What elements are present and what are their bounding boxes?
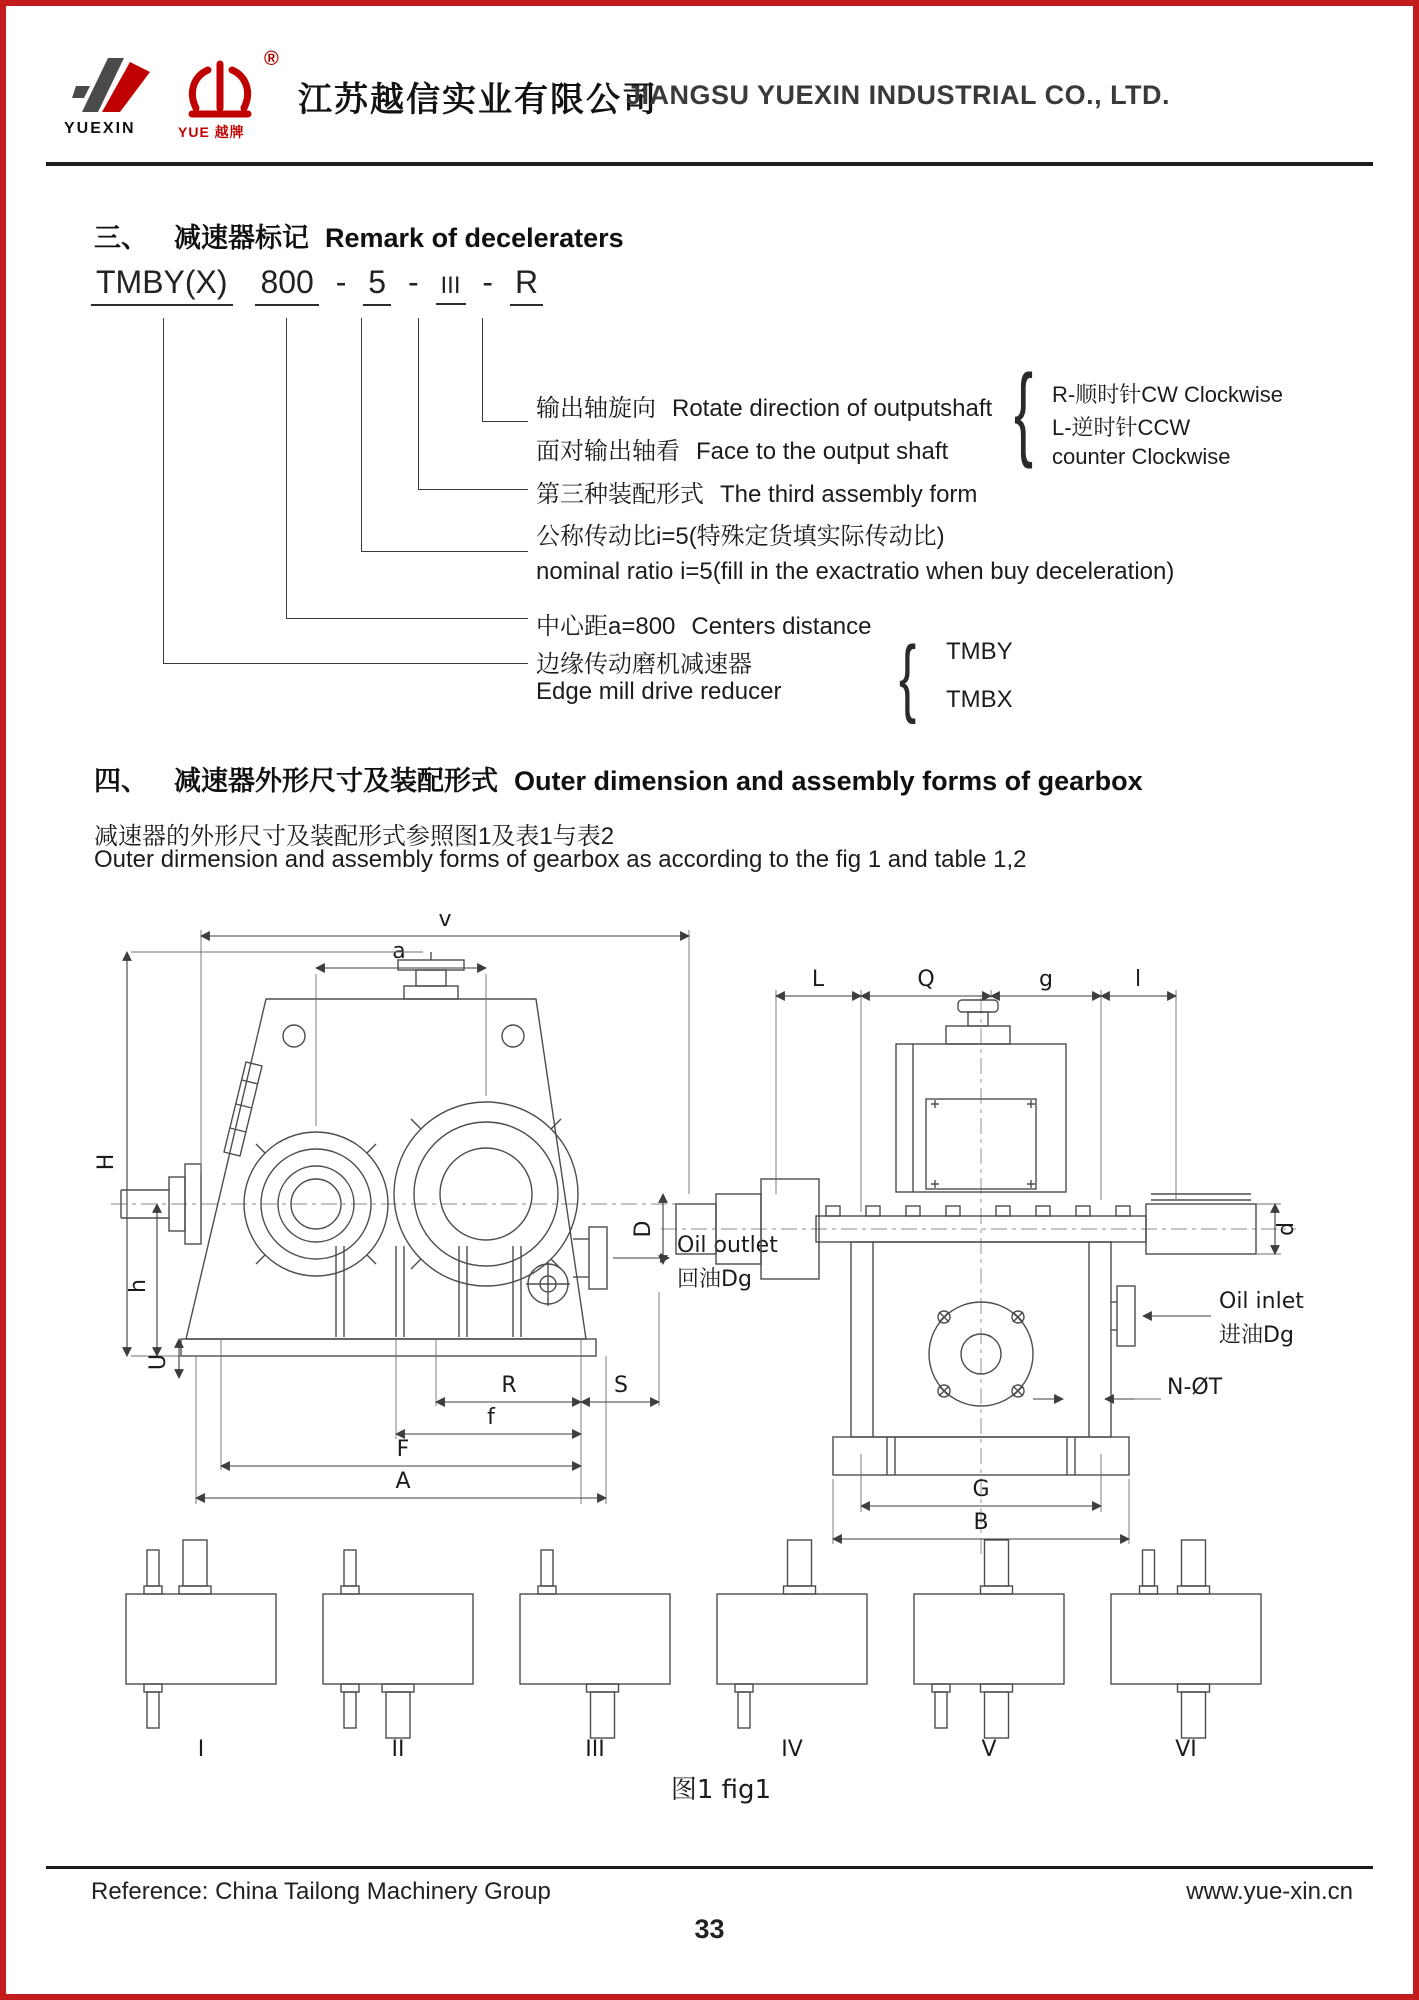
dim-label-B: B [973, 1510, 989, 1535]
section3-number: 三、 [94, 223, 148, 253]
callout-assembly-en: The third assembly form [720, 481, 978, 508]
assembly-form-1 [126, 1540, 276, 1762]
connector-series [163, 318, 164, 663]
assembly-form-label-5: V [981, 1737, 997, 1762]
dim-label-Q: Q [917, 967, 935, 992]
connector-assembly-h [418, 489, 528, 490]
dim-label-h: h [126, 1279, 151, 1293]
oil-inlet-annotation [1143, 1289, 1304, 1348]
rotation-option-ccw: L-逆时针CCW [1052, 415, 1191, 440]
dim-label-f: f [487, 1405, 495, 1430]
callout-assembly [536, 474, 977, 509]
assembly-form-2 [323, 1550, 473, 1762]
connector-assembly [418, 318, 419, 489]
connector-series-h [163, 663, 528, 664]
page-number: 33 [694, 1914, 725, 1944]
dim-label-H: H [94, 1153, 119, 1171]
assembly-form-label-1: I [197, 1737, 205, 1762]
company-name-english: JIANGSU YUEXIN INDUSTRIAL CO., LTD. [626, 80, 1171, 110]
gearbox-side-view [661, 998, 1296, 1554]
dim-label-G: G [972, 1477, 990, 1502]
assembly-forms-row [126, 1540, 1261, 1762]
assembly-form-4 [717, 1540, 867, 1762]
model-separator: - [335, 264, 347, 300]
company-name-chinese: 江苏越信实业有限公司 [298, 81, 658, 119]
assembly-form-5 [914, 1540, 1064, 1762]
section3-title-cn: 减速器标记 [174, 223, 309, 253]
front-view-dimensions [94, 907, 689, 1504]
section3-heading [94, 216, 624, 255]
yue-brand-logo-text: YUE 越牌 [178, 124, 245, 140]
callout-series-en: Edge mill drive reducer [536, 678, 782, 705]
callout-rotation-1-cn: 输出轴旋向 [536, 395, 656, 422]
header-divider [46, 162, 1373, 166]
section4-title-cn: 减速器外形尺寸及装配形式 [174, 766, 498, 796]
assembly-form-label-6: VI [1175, 1737, 1197, 1762]
figure1-drawing [61, 894, 1371, 1814]
yuexin-logo-icon [64, 52, 159, 118]
dim-label-A: A [395, 1469, 411, 1494]
connector-ratio-h [361, 551, 528, 552]
series-option-tmbx: TMBX [946, 686, 1013, 713]
callout-rotation-2-cn: 面对输出轴看 [536, 438, 680, 465]
section4-heading [94, 759, 1143, 798]
dim-label-U: U [146, 1353, 171, 1371]
dim-label-D: D [631, 1220, 656, 1238]
oil-outlet-annotation [613, 1233, 778, 1292]
dim-label-S: S [614, 1373, 628, 1398]
callout-center [536, 606, 872, 641]
connector-center [286, 318, 287, 618]
model-ratio: 5 [363, 264, 391, 306]
dim-label-n-ot: N-ØT [1167, 1375, 1223, 1400]
rotation-option-ccw2: counter Clockwise [1052, 444, 1231, 469]
callout-rotation-2 [536, 431, 948, 466]
dim-label-d: d [1274, 1222, 1299, 1236]
series-options-brace: { [899, 629, 917, 725]
dim-label-v: v [438, 907, 452, 932]
series-option-tmby: TMBY [946, 638, 1013, 665]
bolt-hole-annotation [1033, 1375, 1223, 1400]
registered-trademark-symbol: ® [264, 48, 279, 70]
callout-rotation-1 [536, 388, 992, 423]
section4-note-en: Outer dirmension and assembly forms of gearbox as according to the fig 1 and table 1,2 [94, 846, 1027, 873]
footer-reference: Reference: China Tailong Machinery Group [91, 1878, 551, 1905]
oil-inlet-label-en: Oil inlet [1219, 1289, 1304, 1314]
assembly-form-3 [520, 1550, 670, 1762]
assembly-form-label-2: II [391, 1737, 405, 1762]
dim-label-l: l [1134, 967, 1142, 992]
connector-center-h [286, 618, 528, 619]
callout-center-en: Centers distance [691, 613, 872, 640]
assembly-form-label-3: III [585, 1737, 605, 1762]
model-series: TMBY(X) [91, 264, 233, 306]
dim-label-F: F [396, 1437, 410, 1462]
model-assembly-form: III [436, 272, 466, 305]
callout-ratio-en: nominal ratio i=5(fill in the exactratio when buy deceleration) [536, 558, 1175, 585]
callout-center-cn: 中心距a=800 [536, 613, 676, 640]
dim-label-R: R [501, 1373, 517, 1398]
callout-rotation-1-en: Rotate direction of outputshaft [672, 395, 993, 422]
yuexin-logo-text: YUEXIN [64, 120, 136, 137]
callout-series-cn: 边缘传动磨机减速器 [536, 651, 752, 678]
oil-inlet-label-cn: 进油Dg [1219, 1323, 1294, 1348]
model-separator: - [482, 264, 494, 300]
model-code [91, 264, 543, 306]
rotation-options-brace: { [1014, 354, 1034, 470]
assembly-form-label-4: IV [781, 1737, 803, 1762]
oil-outlet-label-cn: 回油Dg [677, 1267, 752, 1292]
connector-rotation-h [482, 421, 528, 422]
assembly-form-6 [1111, 1540, 1261, 1762]
oil-outlet-label-en: Oil outlet [677, 1233, 778, 1258]
section4-note-cn: 减速器的外形尺寸及装配形式参照图1及表1与表2 [94, 823, 615, 850]
dim-label-g: g [1039, 967, 1053, 992]
yue-brand-logo-icon [178, 58, 262, 120]
footer-divider [46, 1866, 1373, 1869]
section3-title-en: Remark of deceleraters [325, 223, 624, 253]
callout-ratio-cn: 公称传动比i=5(特殊定货填实际传动比) [536, 523, 945, 550]
model-rotation: R [510, 264, 543, 306]
model-separator: - [407, 264, 419, 300]
callout-assembly-cn: 第三种装配形式 [536, 481, 704, 508]
connector-rotation [482, 318, 483, 421]
rotation-option-cw: R-顺时针CW Clockwise [1052, 382, 1284, 407]
section4-title-en: Outer dimension and assembly forms of gearbox [514, 766, 1143, 796]
connector-ratio [361, 318, 362, 551]
callout-rotation-2-en: Face to the output shaft [696, 438, 949, 465]
footer-website: www.yue-xin.cn [1186, 1878, 1353, 1905]
model-center-distance: 800 [255, 264, 318, 306]
dim-label-L: L [811, 967, 825, 992]
dim-label-a: a [392, 939, 406, 964]
section4-number: 四、 [94, 766, 148, 796]
figure-caption: 图1 fig1 [670, 1775, 772, 1805]
